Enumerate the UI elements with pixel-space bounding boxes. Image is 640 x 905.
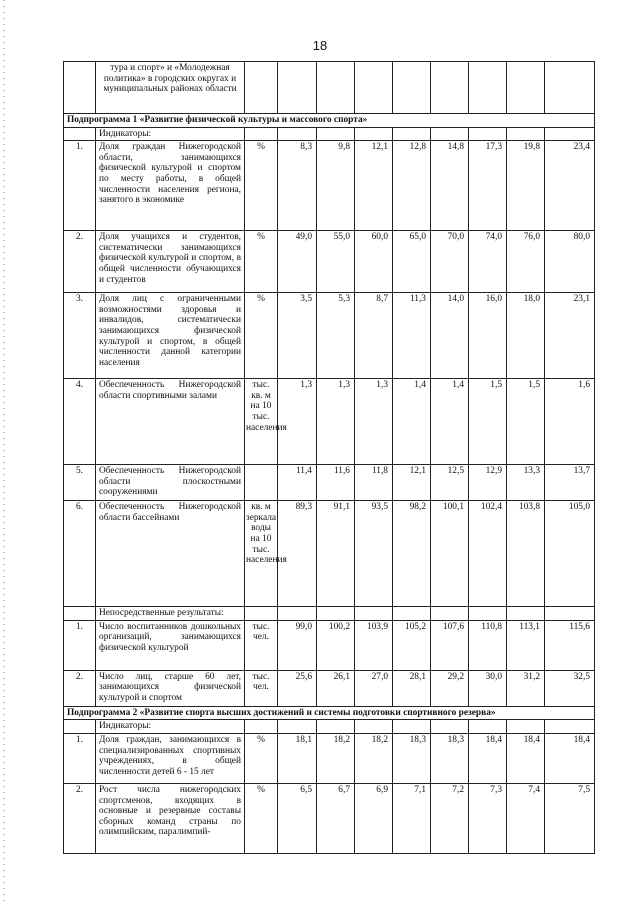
value-cell: 23,1 [545,293,595,379]
value-cell: 7,4 [507,783,545,853]
unit-cell: % [245,733,278,783]
value-cell: 9,8 [317,141,355,231]
table-row [64,501,595,607]
indicator-name: Обеспеченность Нижегородской области плоскостными сооружениями [96,465,245,501]
value-cell: 110,8 [469,620,507,670]
continued-row-name: тура и спорт» и «Молодежная политика» в городских округах и муниципальных районах области [96,62,245,114]
unit-cell: % [245,293,278,379]
empty-cell [393,127,431,141]
row-number: 6. [64,501,96,607]
value-cell: 107,6 [431,620,469,670]
value-cell: 65,0 [393,231,431,293]
indicator-name: Доля граждан, занимающихся в специализированных спортивных учреждениях, в общей численности детей 6 - 15 лет [96,733,245,783]
table-row [64,231,595,293]
indicators-label-row [64,720,595,734]
value-cell: 27,0 [355,670,393,706]
value-cell: 13,3 [507,465,545,501]
results-label-row [64,607,595,621]
row-number: 5. [64,465,96,501]
value-cell: 55,0 [317,231,355,293]
value-cell: 25,6 [278,670,317,706]
value-cell: 105,0 [545,501,595,607]
value-cell: 30,0 [469,670,507,706]
value-cell: 29,2 [431,670,469,706]
value-cell: 26,1 [317,670,355,706]
table-row [64,293,595,379]
empty-cell [545,720,595,734]
value-cell: 70,0 [431,231,469,293]
table-row [64,141,595,231]
value-cell: 11,3 [393,293,431,379]
empty-cell [278,127,317,141]
value-cell: 99,0 [278,620,317,670]
empty-cell [355,720,393,734]
value-cell: 7,2 [431,783,469,853]
value-cell: 12,5 [431,465,469,501]
value-cell: 12,1 [393,465,431,501]
value-cell: 103,8 [507,501,545,607]
value-cell: 19,8 [507,141,545,231]
value-cell: 1,5 [507,379,545,465]
empty-cell [545,127,595,141]
value-cell: 17,3 [469,141,507,231]
subprogram-title: Подпрограмма 2 «Развитие спорта высших достижений и системы подготовки спортивного резерва» [64,706,595,720]
value-cell: 12,8 [393,141,431,231]
row-number: 2. [64,670,96,706]
row-number: 4. [64,379,96,465]
value-cell: 18,3 [393,733,431,783]
value-cell: 8,7 [355,293,393,379]
table-row [64,783,595,853]
value-cell: 3,5 [278,293,317,379]
value-cell: 6,7 [317,783,355,853]
empty-cell [64,127,96,141]
unit-cell [245,465,278,501]
value-cell: 18,4 [469,733,507,783]
value-cell: 98,2 [393,501,431,607]
value-cell: 105,2 [393,620,431,670]
subprogram-title: Подпрограмма 1 «Развитие физической культуры и массового спорта» [64,114,595,128]
empty-cell [64,607,96,621]
value-cell: 32,5 [545,670,595,706]
value-cell: 23,4 [545,141,595,231]
empty-cell [469,127,507,141]
value-cell: 11,8 [355,465,393,501]
empty-cell [507,127,545,141]
value-cell: 28,1 [393,670,431,706]
value-cell: 13,7 [545,465,595,501]
value-cell: 1,3 [278,379,317,465]
row-number: 2. [64,231,96,293]
unit-cell: кв. м зеркала воды на 10 тыс. населения [245,501,278,607]
empty-cell [431,607,469,621]
empty-cell [431,720,469,734]
empty-cell [469,720,507,734]
value-cell: 80,0 [545,231,595,293]
value-cell: 115,6 [545,620,595,670]
value-cell: 11,4 [278,465,317,501]
row-number: 1. [64,620,96,670]
value-cell: 31,2 [507,670,545,706]
table-row [64,465,595,501]
indicator-name: Доля учащихся и студентов, систематически занимающихся физической культурой и спортом, в общей численности обучающихся и студентов [96,231,245,293]
row-number: 1. [64,141,96,231]
value-cell: 18,0 [507,293,545,379]
value-cell: 93,5 [355,501,393,607]
table-row [64,379,595,465]
continued-row [64,62,595,114]
value-cell: 16,0 [469,293,507,379]
empty-cell [64,720,96,734]
value-cell: 74,0 [469,231,507,293]
empty-cell [317,720,355,734]
value-cell: 1,3 [355,379,393,465]
table-row [64,733,595,783]
value-cell: 14,0 [431,293,469,379]
table-row [64,670,595,706]
empty-cell [278,720,317,734]
empty-cell [393,720,431,734]
value-cell: 5,3 [317,293,355,379]
results-label: Непосредственные результаты: [96,607,245,621]
unit-cell: % [245,231,278,293]
value-cell: 76,0 [507,231,545,293]
value-cell: 49,0 [278,231,317,293]
empty-cell [469,607,507,621]
unit-cell: тыс. чел. [245,620,278,670]
indicators-label: Индикаторы: [96,720,245,734]
value-cell: 12,1 [355,141,393,231]
value-cell: 11,6 [317,465,355,501]
indicators-label: Индикаторы: [96,127,245,141]
value-cell: 12,9 [469,465,507,501]
value-cell: 18,3 [431,733,469,783]
value-cell: 1,6 [545,379,595,465]
row-number: 3. [64,293,96,379]
empty-cell [393,607,431,621]
row-number: 1. [64,733,96,783]
empty-cell [245,607,278,621]
indicator-name: Доля граждан Нижегородской области, занимающихся физической культурой и спортом по месту работы, в общей численности населения региона, занятого в экономике [96,141,245,231]
empty-cell [245,720,278,734]
empty-cell [245,127,278,141]
empty-cell [545,607,595,621]
value-cell: 6,9 [355,783,393,853]
indicator-name: Число воспитанников дошкольных организаций, занимающихся физической культурой [96,620,245,670]
empty-cell [317,127,355,141]
value-cell: 113,1 [507,620,545,670]
empty-cell [317,607,355,621]
value-cell: 7,5 [545,783,595,853]
value-cell: 1,5 [469,379,507,465]
value-cell: 60,0 [355,231,393,293]
unit-cell: % [245,141,278,231]
value-cell: 7,1 [393,783,431,853]
subprogram-title-row [64,706,595,720]
value-cell: 7,3 [469,783,507,853]
empty-cell [355,607,393,621]
unit-cell: % [245,783,278,853]
indicators-table [63,61,595,854]
value-cell: 89,3 [278,501,317,607]
empty-cell [355,127,393,141]
value-cell: 8,3 [278,141,317,231]
subprogram-title-row [64,114,595,128]
row-number: 2. [64,783,96,853]
empty-cell [507,720,545,734]
indicators-label-row [64,127,595,141]
value-cell: 102,4 [469,501,507,607]
value-cell: 103,9 [355,620,393,670]
indicator-name: Обеспеченность Нижегородской области бассейнами [96,501,245,607]
page-number: 18 [312,38,328,53]
value-cell: 1,3 [317,379,355,465]
value-cell: 1,4 [393,379,431,465]
value-cell: 1,4 [431,379,469,465]
value-cell: 100,2 [317,620,355,670]
value-cell: 18,1 [278,733,317,783]
value-cell: 18,4 [545,733,595,783]
table-row [64,620,595,670]
value-cell: 18,2 [317,733,355,783]
indicator-name: Доля лиц с ограниченными возможностями здоровья и инвалидов, систематически занимающихся физической культурой и спортом, в общей численности данной категории населения [96,293,245,379]
empty-cell [278,607,317,621]
value-cell: 14,8 [431,141,469,231]
indicator-name: Число лиц, старше 60 лет, занимающихся физической культурой и спортом [96,670,245,706]
value-cell: 100,1 [431,501,469,607]
unit-cell: тыс. кв. м на 10 тыс. населения [245,379,278,465]
value-cell: 18,2 [355,733,393,783]
value-cell: 18,4 [507,733,545,783]
value-cell: 91,1 [317,501,355,607]
empty-cell [431,127,469,141]
value-cell: 6,5 [278,783,317,853]
unit-cell: тыс. чел. [245,670,278,706]
empty-cell [507,607,545,621]
indicator-name: Рост числа нижегородских спортсменов, входящих в основные и резервные составы сборных команд страны по олимпийским, паралимпий- [96,783,245,853]
scan-margin-dots [3,0,5,905]
indicator-name: Обеспеченность Нижегородской области спортивными залами [96,379,245,465]
table-body [64,62,595,854]
